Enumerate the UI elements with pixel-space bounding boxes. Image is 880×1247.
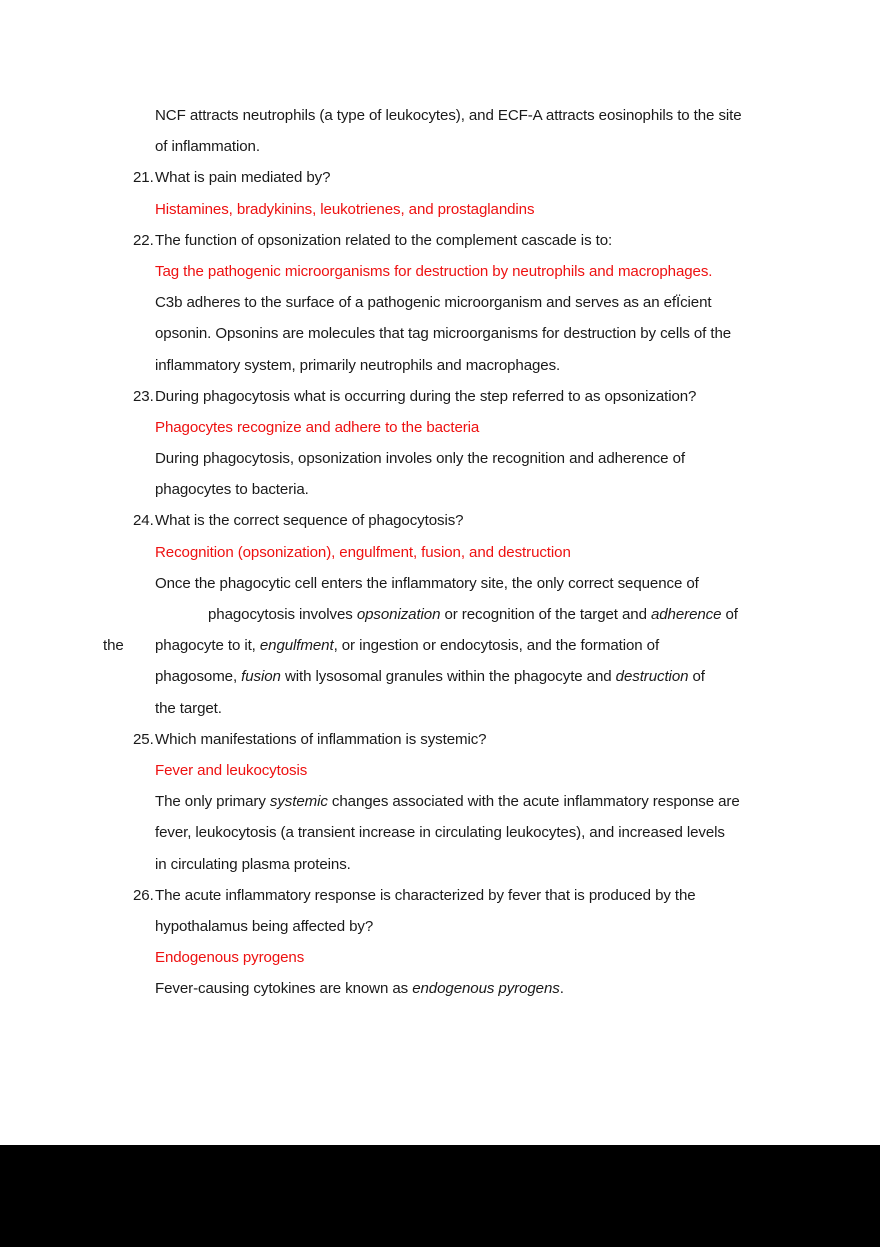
line-text: . <box>559 980 564 998</box>
explanation-line-with-margin-word <box>103 630 803 661</box>
emphasis-term: engulfment <box>259 637 334 655</box>
explanation-line <box>103 693 803 724</box>
line-text: , or ingestion or endocytosis, and the formation of <box>333 637 660 655</box>
explanation-line <box>103 568 803 599</box>
answer-21 <box>103 194 803 225</box>
line-text: phagocytes to bacteria. <box>155 481 309 499</box>
paragraph-line <box>103 131 803 162</box>
explanation-line <box>103 443 803 474</box>
answer-23 <box>103 412 803 443</box>
answer-text: Recognition (opsonization), engulfment, fusion, and destruction <box>155 543 571 561</box>
line-text-group <box>155 630 659 661</box>
emphasis-term: fusion <box>241 668 281 686</box>
paragraph-line <box>103 100 803 131</box>
explanation-line <box>103 318 803 349</box>
explanation-line <box>103 786 803 817</box>
line-text: of inflammation. <box>155 138 260 156</box>
explanation-line <box>103 599 803 630</box>
emphasis-term: destruction <box>615 668 689 686</box>
line-text: phagosome, <box>155 668 242 686</box>
question-23 <box>103 381 803 412</box>
emphasis-term: opsonization <box>356 606 441 623</box>
question-22 <box>103 225 803 256</box>
question-25 <box>103 724 803 755</box>
explanation-line <box>103 849 803 880</box>
question-number: 24. <box>133 512 154 530</box>
explanation-line <box>103 661 803 692</box>
line-text: of <box>721 606 738 623</box>
line-text: changes associated with the acute inflammatory response are <box>327 793 740 811</box>
line-text: or recognition of the target and <box>440 606 651 623</box>
answer-24 <box>103 537 803 568</box>
question-text: What is the correct sequence of phagocytosis? <box>155 512 464 530</box>
explanation-line <box>103 817 803 848</box>
line-text: phagocyte to it, <box>155 637 260 655</box>
emphasis-term: systemic <box>269 793 328 811</box>
line-text: The only primary <box>155 793 270 811</box>
answer-text: Tag the pathogenic microorganisms for destruction by neutrophils and macrophages. <box>155 262 713 280</box>
question-text: The function of opsonization related to the complement cascade is to: <box>155 231 613 249</box>
bottom-black-bar <box>0 1145 880 1247</box>
explanation-line <box>103 350 803 381</box>
line-text: of <box>688 668 705 686</box>
question-number: 21. <box>133 169 154 187</box>
explanation-line <box>103 474 803 505</box>
line-text: Once the phagocytic cell enters the inflammatory site, the only correct sequence of <box>155 574 699 592</box>
question-24 <box>103 505 803 536</box>
line-text: inflammatory system, primarily neutrophils and macrophages. <box>155 356 561 374</box>
answer-text: Phagocytes recognize and adhere to the bacteria <box>155 418 480 436</box>
line-text: fever, leukocytosis (a transient increase in circulating leukocytes), and increased levels <box>155 824 725 842</box>
answer-text: Fever and leukocytosis <box>155 761 308 779</box>
emphasis-term: adherence <box>650 606 722 623</box>
question-number: 25. <box>133 730 154 748</box>
answer-25 <box>103 755 803 786</box>
emphasis-term: endogenous pyrogens <box>412 980 560 998</box>
question-number: 23. <box>133 387 154 405</box>
line-text: the target. <box>155 699 222 717</box>
line-text: Fever-causing cytokines are known as <box>155 980 413 998</box>
question-number: 22. <box>133 231 154 249</box>
question-text: The acute inflammatory response is characterized by fever that is produced by the <box>155 886 696 904</box>
line-text: in circulating plasma proteins. <box>155 855 351 873</box>
question-number: 26. <box>133 886 154 904</box>
line-text: During phagocytosis, opsonization involes only the recognition and adherence of <box>155 450 685 468</box>
line-text: NCF attracts neutrophils (a type of leukocytes), and ECF-A attracts eosinophils to the site <box>155 107 742 124</box>
answer-text: Endogenous pyrogens <box>155 949 305 967</box>
explanation-line <box>103 973 803 1004</box>
explanation-line <box>103 287 803 318</box>
question-26-continued <box>103 911 803 942</box>
answer-26 <box>103 942 803 973</box>
answer-text: Histamines, bradykinins, leukotrienes, and prostaglandins <box>155 200 535 218</box>
margin-word: the <box>103 637 124 655</box>
answer-22 <box>103 256 803 287</box>
question-text: Which manifestations of inflammation is systemic? <box>155 730 487 748</box>
question-text: What is pain mediated by? <box>155 169 331 187</box>
question-21 <box>103 162 803 193</box>
line-text: with lysosomal granules within the phagocyte and <box>280 668 616 686</box>
line-text: C3b adheres to the surface of a pathogenic microorganism and serves as an efЇcient <box>155 294 712 312</box>
question-26 <box>103 880 803 911</box>
question-text: hypothalamus being affected by? <box>155 917 374 935</box>
document-content <box>103 100 803 1004</box>
line-text: phagocytosis involves <box>208 606 357 623</box>
question-text: During phagocytosis what is occurring during the step referred to as opsonization? <box>155 387 697 405</box>
line-text: opsonin. Opsonins are molecules that tag microorganisms for destruction by cells of the <box>155 325 732 343</box>
